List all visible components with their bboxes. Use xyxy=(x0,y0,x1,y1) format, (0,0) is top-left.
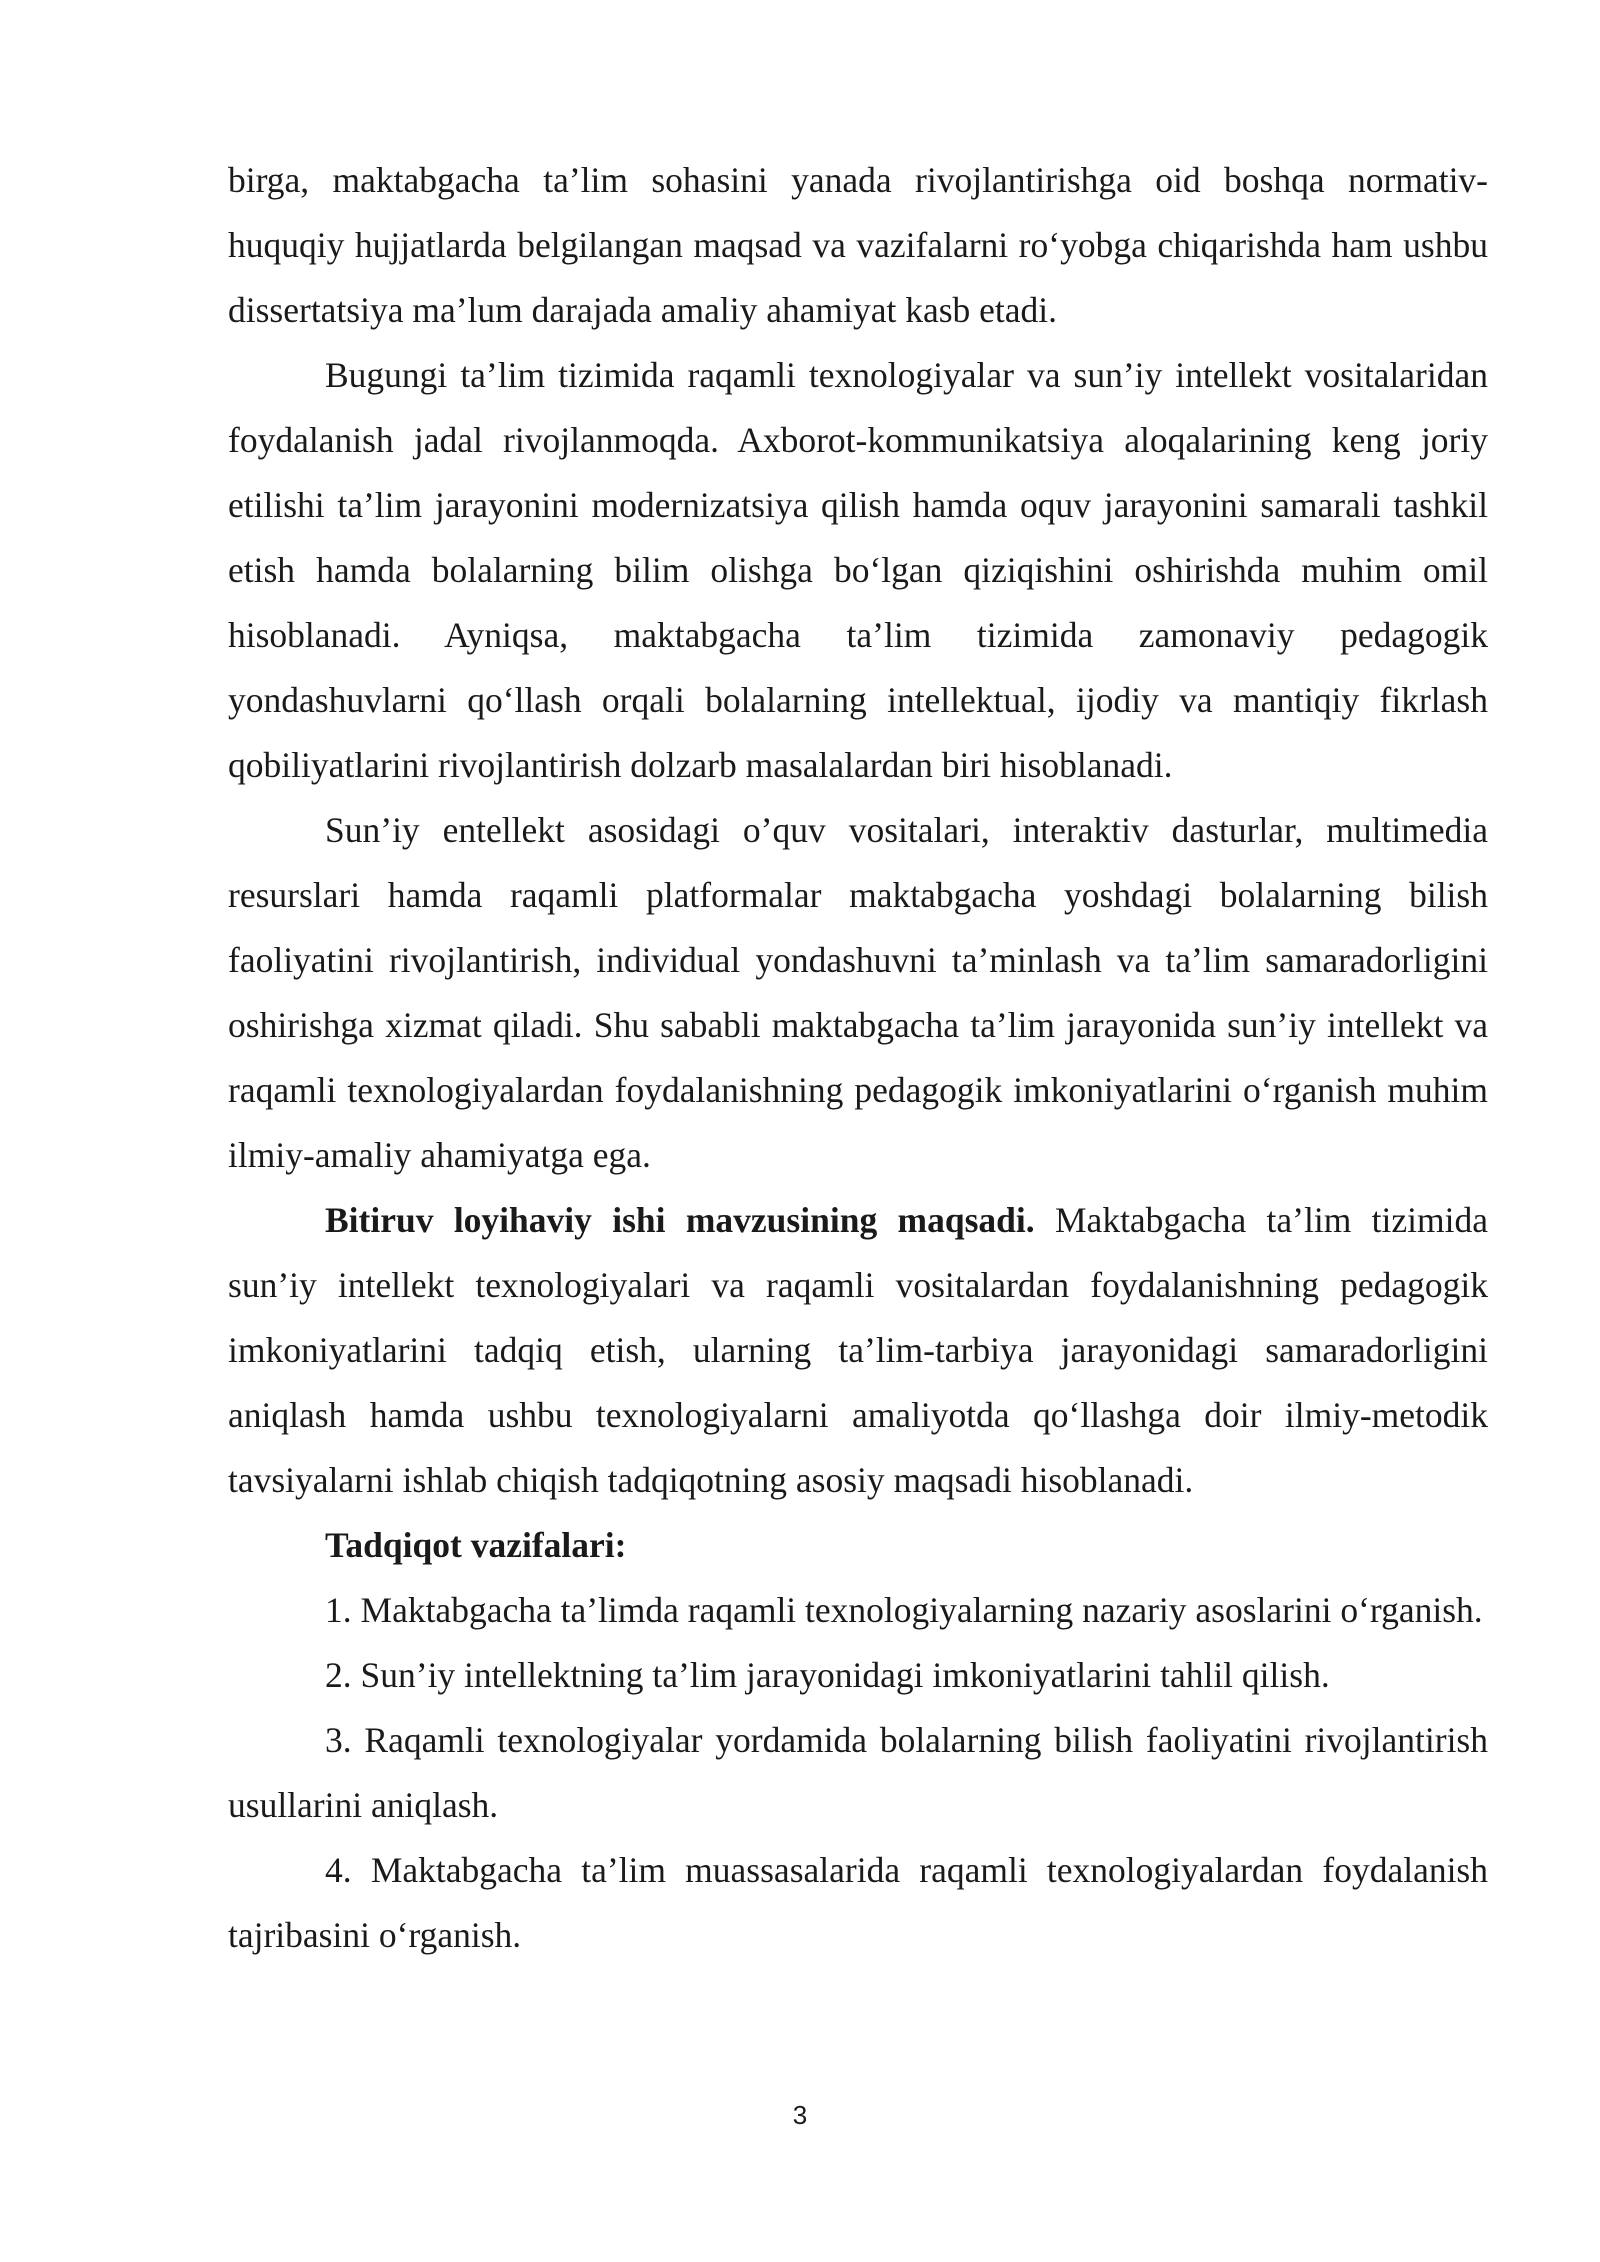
page-number: 3 xyxy=(792,2100,808,2130)
paragraph-digital-technologies: Bugungi ta’lim tizimida raqamli texnologiyalar va sun’iy intellekt vositalaridan foydalanish jadal rivojlanmoqda. Axborot-kommunikatsiya aloqalarining keng joriy etilishi ta’lim jarayonini modernizatsiya qilish hamda oquv jarayonini samarali tashkil etish hamda bolalarning bilim olishga bo‘lgan qiziqishini oshirishda muhim omil hisoblanadi. Ayniqsa, maktabgacha ta’lim tizimida zamonaviy pedagogik yondashuvlarni qo‘llash orqali bolalarning intellektual, ijodiy va mantiqiy fikrlash qobiliyatlarini rivojlantirish dolzarb masalalardan biri hisoblanadi. xyxy=(228,355,1488,785)
task-item: 1. Maktabgacha ta’limda raqamli texnologiyalarning nazariy asoslarini o‘rganish. xyxy=(325,1590,1483,1630)
task-item: 4. Maktabgacha ta’lim muassasalarida raqamli texnologiyalardan foydalanish tajribasini o‘rganish. xyxy=(228,1850,1488,1955)
task-item: 3. Raqamli texnologiyalar yordamida bolalarning bilish faoliyatini rivojlantirish usullarini aniqlash. xyxy=(228,1720,1488,1825)
paragraph-continuation: birga, maktabgacha ta’lim sohasini yanada rivojlantirishga oid boshqa normativ-huquqiy hujjatlarda belgilangan maqsad va vazifalarni ro‘yobga chiqarishda ham ushbu dissertatsiya ma’lum darajada amaliy ahamiyat kasb etadi. xyxy=(228,160,1488,330)
document-body xyxy=(228,148,1488,1968)
paragraph-research-goal xyxy=(228,1188,1488,1513)
task-item: 2. Sun’iy intellektning ta’lim jarayonidagi imkoniyatlarini tahlil qilish. xyxy=(325,1655,1330,1695)
tasks-heading: Tadqiqot vazifalari: xyxy=(325,1525,627,1565)
paragraph-ai-tools: Sun’iy entellekt asosidagi o’quv vositalari, interaktiv dasturlar, multimedia resurslari hamda raqamli platformalar maktabgacha yoshdagi bolalarning bilish faoliyatini rivojlantirish, individual yondashuvni ta’minlash va ta’lim samaradorligini oshirishga xizmat qiladi. Shu sababli maktabgacha ta’lim jarayonida sun’iy intellekt va raqamli texnologiyalardan foydalanishning pedagogik imkoniyatlarini o‘rganish muhim ilmiy-amaliy ahamiyatga ega. xyxy=(228,810,1488,1175)
research-goal-heading: Bitiruv loyihaviy ishi mavzusining maqsadi. xyxy=(325,1200,1035,1240)
research-goal-text: Maktabgacha ta’lim tizimida sun’iy intellekt texnologiyalari va raqamli vositalardan foydalanishning pedagogik imkoniyatlarini tadqiq etish, ularning ta’lim-tarbiya jarayonidagi samaradorligini aniqlash hamda ushbu texnologiyalarni amaliyotda qo‘llashga doir ilmiy-metodik tavsiyalarni ishlab chiqish tadqiqotning asosiy maqsadi hisoblanadi. xyxy=(228,1200,1488,1500)
